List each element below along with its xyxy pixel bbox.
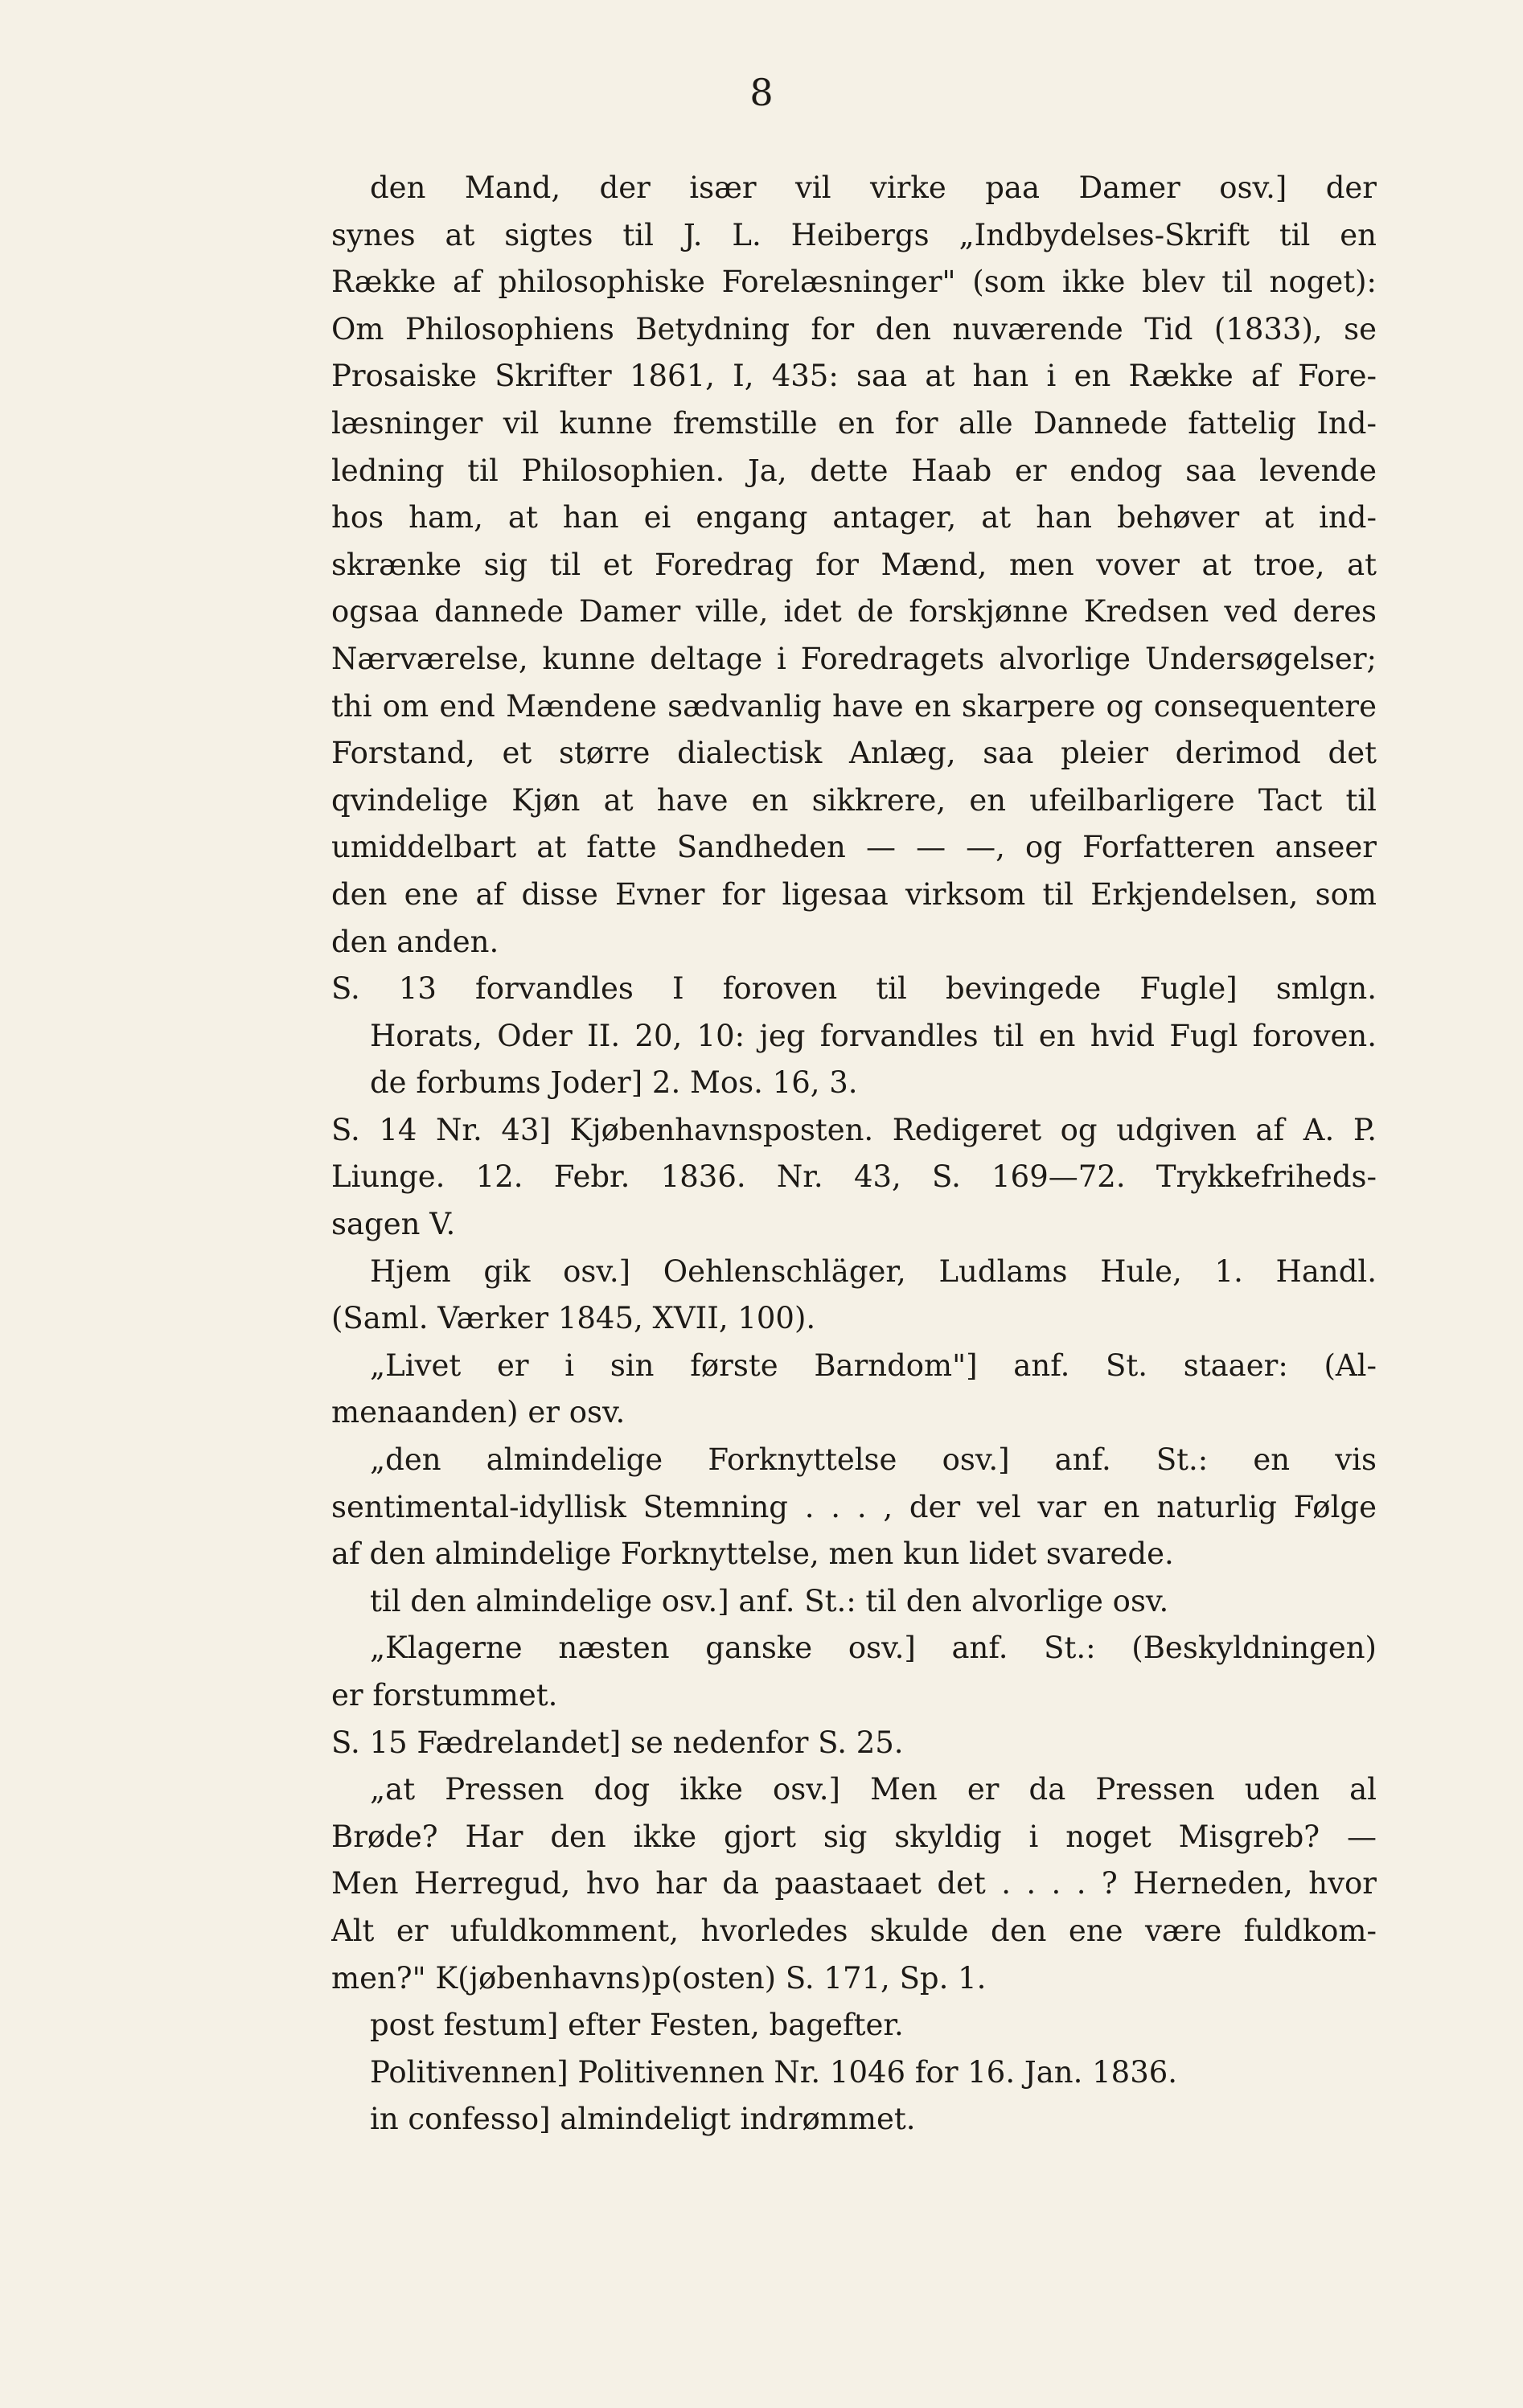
text-line: er forstummet. — [331, 1678, 558, 1713]
text-line: Hjem gik osv.] Oehlenschläger, Ludlams Hule, 1. Handl. — [370, 1253, 1377, 1289]
text-line: Om Philosophiens Betydning for den nuværende Tid (1833), se — [331, 311, 1377, 347]
text-line: Alt er ufuldkomment, hvorledes skulde den ene være fuldkom- — [331, 1913, 1377, 1948]
text-line: men?" K(jøbenhavns)p(osten) S. 171, Sp. 1. — [331, 1960, 987, 1996]
text-line: umiddelbart at fatte Sandheden — — —, og Forfatteren anseer — [331, 830, 1377, 865]
text-line: in confesso] almindeligt indrømmet. — [370, 2102, 916, 2137]
text-line: Prosaiske Skrifter 1861, I, 435: saa at han i en Række af Fore- — [331, 359, 1377, 394]
text-line: Række af philosophiske Forelæsninger" (som ikke blev til noget): — [331, 265, 1377, 300]
text-line: Forstand, et større dialectisk Anlæg, saa pleier derimod det — [331, 736, 1377, 771]
text-line: post festum] efter Festen, bagefter. — [370, 2008, 904, 2043]
text-line: Liunge. 12. Febr. 1836. Nr. 43, S. 169—72. Trykkefriheds- — [331, 1159, 1377, 1195]
text-line: af den almindelige Forknyttelse, men kun lidet svarede. — [331, 1536, 1174, 1572]
text-line: S. 14 Nr. 43] Kjøbenhavnsposten. Redigeret og udgiven af A. P. — [331, 1112, 1377, 1147]
text-line: Horats, Oder II. 20, 10: jeg forvandles til en hvid Fugl foroven. — [370, 1018, 1377, 1053]
text-line: menaanden) er osv. — [331, 1395, 626, 1430]
text-line: S. 13 forvandles I foroven til bevingede Fugle] smlgn. — [331, 971, 1377, 1007]
text-line: Nærværelse, kunne deltage i Foredragets alvorlige Undersøgelser; — [331, 641, 1377, 676]
text-line: thi om end Mændene sædvanlig have en skarpere og consequentere — [331, 688, 1377, 724]
text-line: læsninger vil kunne fremstille en for alle Dannede fattelig Ind- — [331, 405, 1377, 441]
text-line: „den almindelige Forknyttelse osv.] anf. St.: en vis — [370, 1442, 1377, 1478]
text-line: til den almindelige osv.] anf. St.: til den alvorlige osv. — [370, 1583, 1169, 1618]
text-line: hos ham, at han ei engang antager, at han behøver at ind- — [331, 500, 1377, 535]
text-line: Men Herregud, hvo har da paastaaet det . . . . ? Herneden, hvor — [331, 1866, 1377, 1901]
text-line: skrænke sig til et Foredrag for Mænd, men vover at troe, at — [331, 547, 1377, 582]
text-line: ledning til Philosophien. Ja, dette Haab er endog saa levende — [331, 453, 1377, 488]
text-line: Brøde? Har den ikke gjort sig skyldig i noget Misgreb? — — [331, 1819, 1377, 1854]
text-line: sentimental-idyllisk Stemning . . . , der vel var en naturlig Følge — [331, 1489, 1377, 1524]
text-line: „at Pressen dog ikke osv.] Men er da Pressen uden al — [370, 1772, 1377, 1807]
page-text — [331, 165, 1377, 2143]
text-line: sagen V. — [331, 1207, 456, 1242]
text-line: ogsaa dannede Damer ville, idet de forskjønne Kredsen ved deres — [331, 594, 1377, 630]
text-line: qvindelige Kjøn at have en sikkrere, en ufeilbarligere Tact til — [331, 782, 1377, 818]
text-line: den Mand, der især vil virke paa Damer osv.] der — [370, 170, 1377, 205]
text-line: S. 15 Fædrelandet] se nedenfor S. 25. — [331, 1725, 904, 1760]
text-line: den anden. — [331, 924, 499, 959]
text-line: „Klagerne næsten ganske osv.] anf. St.: (Beskyldningen) — [370, 1631, 1377, 1666]
text-line: den ene af disse Evner for ligesaa virksom til Erkjendelsen, som — [331, 876, 1377, 912]
text-line: de forbums Joder] 2. Mos. 16, 3. — [370, 1065, 858, 1101]
text-line: „Livet er i sin første Barndom"] anf. St. staaer: (Al- — [370, 1348, 1377, 1383]
text-line: (Saml. Værker 1845, XVII, 100). — [331, 1301, 816, 1336]
text-line: synes at sigtes til J. L. Heibergs „Indbydelses-Skrift til en — [331, 217, 1377, 252]
page-number: 8 — [749, 71, 774, 114]
text-line: Politivennen] Politivennen Nr. 1046 for 16. Jan. 1836. — [370, 2054, 1178, 2090]
